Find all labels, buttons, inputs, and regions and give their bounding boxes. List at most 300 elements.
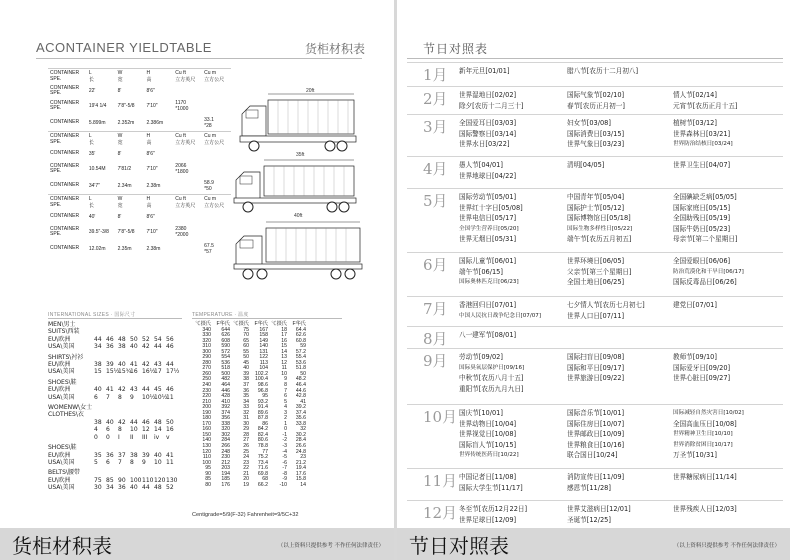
holiday-item: 世界森林日[03/21] [673,129,731,138]
holiday-item: 世界环境日[06/05] [567,257,625,265]
size-group-title: SHOES\鞋 [48,378,77,386]
container-spec-value: Cu ft 立方英尺 [173,132,202,148]
container-spec-value: 22' [88,88,96,94]
temperature-row: 220 428 35 95 6 42.8 [202,393,306,400]
holiday-column [459,256,519,288]
holiday-column [673,90,738,111]
container-spec-value: 19'4 1/4 [88,103,107,109]
container-row [48,224,231,241]
holiday-item: 消防宣传日[11/09] [567,473,625,481]
container-spec-value: 7'10" [146,166,158,172]
holiday-column [673,160,730,171]
holiday-item: 世界邮政日[10/09] [567,430,625,439]
holiday-item: 国际生物多样性日[05/22] [567,225,633,232]
holiday-month-row [407,404,783,468]
holiday-item: 世界糖尿病日[11/14] [673,473,737,481]
container-spec-value: Cu ft 立方英尺 [173,69,202,85]
container-spec-value: 7'81/2 [117,166,132,172]
container-spec-value: 2.386m [146,119,164,126]
holiday-item: 圣诞节[12/25] [567,515,611,524]
container-spec-value: 2.38m [146,182,161,189]
holiday-item: 世界旅游日[09/22] [567,374,625,383]
container-row [48,178,231,195]
left-header-rule [36,58,362,59]
holiday-item: 中秋节[农历八月十五] [459,374,524,383]
container-row [48,98,231,115]
holiday-item: 元宵节[农历正月十五] [673,101,738,110]
holiday-item: 世界红十字日[05/08] [459,203,523,212]
container-spec-value: 35' [88,151,96,157]
container-spec-value: 2.38m [146,246,161,252]
holiday-item: 全国爱眼日[06/06] [673,257,731,265]
holiday-column [459,118,516,150]
temperature-row: 320 608 65 149 16 60.8 [202,337,306,344]
container-spec-value: 8' [117,151,122,157]
temperature-row: 90 194 21 69.8 -8 17.6 [205,470,306,477]
holiday-column [673,408,744,461]
temperature-row: 170 338 30 86 1 33.8 [202,420,306,427]
temperature-row: 95 203 22 71.6 -7 19.4 [205,465,306,472]
size-group-title: BELTS\腰带 [48,469,80,477]
holiday-item: 香港回归日[07/01] [459,301,517,309]
holiday-item: 国际大学生节[11/17] [459,483,523,492]
holiday-item: 母亲节[第二个星期日] [673,235,738,244]
size-row: EU\欧洲 44 46 48 50 52 54 56 [48,335,174,343]
holiday-item: 国际博物馆日[05/18] [567,214,631,223]
month-label: 1月 [423,66,448,84]
temperature-row: 230 446 36 96.8 7 44.6 [202,387,306,394]
month-label: 2月 [423,90,448,108]
intl-sizes-rule [48,318,182,319]
size-group [48,469,178,491]
size-group [48,354,178,376]
container-spec-value: 8'6" [146,214,155,220]
temperature-row: 240 464 37 98.6 8 46.4 [202,382,306,389]
holiday-item: 国际气象节[02/10] [567,91,625,99]
holiday-item: 世界精神卫生日[10/10] [673,431,733,438]
container-spec-value: W 宽 [116,195,145,211]
holiday-month-row [407,252,783,296]
holiday-item: 中国人民抗日战争纪念日[07/07] [459,312,542,319]
holiday-item: 联合国日[10/24] [567,451,618,460]
right-footer-note: （以上资料只提供参考 不作任何法律责任） [673,543,780,549]
temperature-row: 190 374 32 89.6 3 37.4 [202,409,306,416]
holiday-item: 全国助残日[05/19] [673,214,731,223]
size-row: EU\欧洲 40 41 42 43 44 45 46 [48,386,174,394]
temperature-row: 340 644 75 167 18 64.4 [202,326,306,333]
container-spec-label: CONTAINER SPE. [48,69,87,85]
container-spec-label: CONTAINER [50,119,80,125]
container-spec-value: 12.02m [88,246,106,252]
holiday-item: 国际消费日[03/15] [567,129,625,138]
container-spec-value: 8'6" [146,88,155,94]
holiday-item: 教师节[09/10] [673,353,717,361]
temperature-row: 300 572 55 131 14 57.2 [202,348,306,355]
holiday-item: 国庆节[10/01] [459,409,503,417]
container-spec-value: 2.352m [117,119,135,126]
holiday-item: 劳动节[09/02] [459,353,503,361]
size-group-title: WOMENW\女士 CLOTHES\衣 [48,404,93,419]
container-spec-value: 58.9 *50 [204,179,214,192]
holiday-column [673,472,737,483]
temperature-row: 290 554 50 122 13 55.4 [202,354,306,361]
holiday-column [459,192,523,245]
holiday-month-row [407,296,783,326]
left-header-en: ACONTAINER YIELDTABLE [36,40,212,55]
holiday-month-row [407,114,783,156]
container-spec-value: 8'6" [146,151,155,157]
truck-40ft-label: 40ft [294,213,303,219]
holiday-item: 新年元旦[01/01] [459,67,510,75]
container-spec-value: 8' [117,214,122,220]
month-label: 8月 [423,330,448,348]
container-spec-value: 7'10" [146,229,158,235]
holiday-item: 万圣节[10/31] [673,451,717,460]
month-label: 10月 [423,408,458,426]
size-row: EU\欧洲 35 36 37 38 39 40 41 [48,451,174,459]
holiday-item: 愚人节[04/01] [459,161,503,169]
container-spec-value: W 宽 [116,69,145,85]
holiday-item: 感恩节[11/28] [567,483,611,492]
container-spec-value: 7'10" [146,103,158,109]
size-group [48,321,178,351]
truck-35ft-label: 35ft [296,152,305,158]
container-spec-value: 2.34m [117,182,132,189]
container-spec-value: L 长 [87,69,116,85]
container-spec-value: 34'7" [88,182,100,189]
left-header-cn: 货柜材积表 [305,42,366,56]
temperature-row: 280 536 45 113 12 53.6 [202,359,306,366]
truck-40ft-illustration [232,220,364,284]
holiday-item: 世界艾滋病日[12/01] [567,505,631,513]
holiday-item: 建党日[07/01] [673,301,717,309]
temperature-row: 310 590 60 140 15 59 [202,343,306,350]
holiday-item: 国际牛奶日[05/23] [673,224,731,233]
container-spec-value: Cu m 立方公尺 [202,132,231,148]
holiday-item: 世界卫生日[04/07] [673,161,731,169]
month-label: 11月 [423,472,458,490]
size-group [48,379,178,401]
month-label: 7月 [423,300,448,318]
holiday-item: 国际盲人节[10/15] [459,440,517,449]
size-row: USA\美国 34 36 38 40 42 44 46 [48,343,174,351]
container-spec-value: Cu m 立方公尺 [202,195,231,211]
holiday-item: 全国高血压日[10/08] [673,419,737,428]
size-group-title: MEN\男士 SUITS\西装 [48,321,80,336]
holiday-column [459,160,516,181]
holiday-item: 国际爱牙日[09/20] [673,363,731,372]
holiday-column [459,472,523,493]
temperature-row: 160 320 29 84.2 0 32 [202,426,306,433]
holiday-column [567,472,624,493]
temperature-row: 180 356 31 87.8 2 35.6 [202,415,306,422]
size-group-title: SHIRTS\衬衫 [48,353,84,361]
holiday-item: 冬至节[农历12月22日] [459,505,528,513]
container-spec-value: 1170 *1000 [175,100,189,112]
container-row [48,148,231,161]
container-spec-label: CONTAINER SPE. [50,225,80,237]
size-group [48,444,178,466]
holiday-item: 世界防治结核日[03/24] [673,141,733,148]
container-spec-value [202,161,231,178]
holiday-column [567,408,624,461]
container-row [48,195,231,211]
container-spec-value: H 高 [144,132,173,148]
holiday-item: 妇女节[03/08] [567,119,611,127]
container-row [48,211,231,224]
holiday-column [567,160,604,171]
temperature-header-row: ℃摄氏 F华氏 ℃摄氏 F华氏 ℃摄氏 F华氏 [195,321,306,327]
holiday-column [459,408,519,461]
container-row [48,85,231,98]
temperature-row: 270 518 40 104 11 51.8 [202,365,306,372]
size-row: 4 6 8 10 12 14 16 [94,426,174,434]
container-spec-label: CONTAINER [50,213,80,220]
holiday-column [459,352,524,394]
left-footer [0,528,394,560]
temperature-row: 80 176 19 66.2 -10 14 [205,481,306,488]
holiday-item: 国际音乐节[10/01] [567,409,625,417]
holiday-item: 全国学生营养日[05/20] [459,225,519,232]
size-row: EU\欧洲 75 85 90 100110120130 [48,476,178,484]
temperature-rule [192,318,342,319]
holiday-item: 世界残疾人日[12/03] [673,505,737,513]
temperature-row: 120 248 25 77 -4 24.8 [202,448,306,455]
temperature-row: 260 500 39 102.2 10 50 [202,370,306,377]
left-page [0,0,394,560]
holiday-item: 国际警察日[03/14] [459,129,517,138]
container-spec-value: 5.899m [88,119,106,126]
container-spec-value: H 高 [144,69,173,85]
holiday-item: 世界电信日[05/17] [459,214,517,223]
holiday-item: 国际护士节[05/12] [567,203,625,212]
holiday-item: 腊八节[农历十二月初八] [567,67,639,75]
temperature-row: 250 482 38 100.4 9 48.2 [202,376,306,383]
right-footer [397,528,790,560]
holiday-column [567,90,625,111]
holiday-item: 国际奥林匹克日[06/23] [459,279,519,286]
holiday-item: 国际减轻自然灾害日[10/02] [673,410,744,416]
temperature-table [192,322,306,488]
holiday-item: 防治荒漠化和干旱日[06/17] [673,268,744,275]
container-spec-value: 10.54M [88,166,106,172]
size-row: USA\美国 15 15½15¾16 16½17 17½ [48,368,180,376]
holiday-column [673,192,738,245]
size-row: USA\美国 6 7 8 9 10½10½11 [48,393,174,401]
holiday-column [567,66,638,77]
container-spec-value [173,148,202,161]
container-spec-value: L 长 [87,195,116,211]
holiday-item: 情人节[02/14] [673,91,717,99]
truck-35ft-illustration [232,158,358,216]
container-spec-value [202,148,231,161]
holiday-column [673,352,730,384]
holiday-column [567,352,624,384]
container-spec-value: W 宽 [116,132,145,148]
holiday-item: 世界视觉日[10/08] [459,430,517,439]
holiday-column [567,300,645,321]
holiday-month-row [407,62,783,86]
holiday-item: 父亲节[第三个星期日] [567,267,632,276]
temperature-row: 110 230 24 75.2 -5 23 [202,454,306,461]
temperature-row: 130 266 26 78.8 -3 26.6 [202,443,306,450]
holiday-column [567,256,632,288]
container-spec-value: 39.5"-3/8 [88,229,109,235]
container-spec-value [202,224,231,241]
holiday-item: 国际扫盲日[09/08] [567,353,625,361]
holiday-column [459,66,510,77]
month-label: 12月 [423,504,458,522]
size-row: USA\美国 5 6 7 8 9 10 11 [48,458,174,466]
container-spec-label: CONTAINER [50,245,80,252]
holiday-item: 国际劳动节[05/01] [459,193,517,201]
holiday-month-row [407,156,783,188]
container-spec-value [173,85,202,98]
container-spec-value [173,178,202,195]
container-row [48,241,231,258]
container-row [48,115,231,132]
container-spec-value [173,241,202,258]
holiday-item: 端午节[06/15] [459,267,503,276]
holiday-item: 世界粮食日[10/16] [567,440,625,449]
holiday-item: 全国爱耳日[03/03] [459,119,517,127]
holiday-month-row [407,348,783,404]
size-group [48,404,178,441]
container-spec-value: 40' [88,214,96,220]
container-spec-value: H 高 [144,195,173,211]
holiday-item: 世界动物日[10/04] [459,419,517,428]
holiday-item: 世界足球日[12/09] [459,515,517,524]
right-header-cn: 节日对照表 [423,42,489,56]
holiday-column [459,300,541,321]
holiday-item: 清明[04/05] [567,161,605,169]
holiday-item: 除夕[农历十二月三十] [459,101,524,110]
holiday-item: 世界地球日[04/22] [459,171,517,180]
size-row: USA\美国 30 34 36 40 44 48 52 [48,484,174,492]
container-spec-value: Cu ft 立方英尺 [173,195,202,211]
holiday-item: 国际住房日[10/07] [567,419,625,428]
container-table [48,68,231,258]
temperature-row: 85 185 20 68 -9 15.8 [205,476,306,483]
holiday-column [673,256,744,288]
holiday-column [673,300,717,311]
container-spec-value: 2380 *2000 [175,226,189,238]
size-row: 0 0 I II III iv v [94,433,170,441]
holiday-item: 世界人口日[07/11] [567,311,625,320]
container-spec-label: CONTAINER SPE. [50,84,80,96]
container-spec-value: 2066 *1800 [175,163,189,175]
holiday-item: 世界消除贫困日[10/17] [673,441,733,448]
temperature-header: TEMPERATURE · 温度 [192,312,249,318]
holiday-column [567,504,631,525]
international-sizes-table [48,321,178,495]
temperature-row: 140 284 27 80.6 -2 28.4 [202,437,306,444]
left-footer-note: （以上资料只提供参考 不作任何法律责任） [277,543,384,549]
size-group-title: SHOES\鞋 [48,444,77,452]
container-spec-label: CONTAINER SPE. [48,195,87,211]
container-spec-label: CONTAINER SPE. [50,162,80,174]
holiday-column [567,192,632,245]
holiday-item: 七夕情人节[农历七月初七] [567,301,645,309]
month-label: 5月 [423,192,448,210]
container-spec-label: CONTAINER SPE. [48,132,87,148]
intl-sizes-header: INTERNATIONAL SIZES · 国际尺寸 [48,312,136,318]
left-footer-title: 货柜材积表 [12,534,112,558]
temperature-row: 150 302 28 82.4 -1 30.2 [202,431,306,438]
holiday-item: 世界气象日[03/23] [567,140,625,149]
temperature-row: 200 392 33 91.4 4 39.2 [202,404,306,411]
temperature-row: 330 626 70 158 17 62.6 [202,332,306,339]
size-row: 38 40 42 44 46 48 50 [94,418,174,426]
container-spec-label: CONTAINER SPE. [50,99,80,111]
holiday-month-row [407,468,783,500]
container-spec-value: 67.5 *57 [204,243,214,255]
container-spec-value: 33.1 *28 [204,116,214,129]
container-spec-value: 2.35m [117,246,132,252]
holiday-item: 春节[农历正月初一] [567,101,625,110]
month-label: 3月 [423,118,448,136]
holiday-month-row [407,188,783,252]
container-spec-value: 8' [117,88,122,94]
holiday-item: 中国青年节[05/04] [567,193,625,201]
right-page [397,0,790,560]
holiday-column [459,90,524,111]
holiday-item: 重阳节[农历九月九日] [459,384,524,393]
holiday-month-row [407,326,783,348]
container-row [48,69,231,85]
holiday-month-row [407,86,783,114]
container-spec-value: Cu m 立方公尺 [202,69,231,85]
truck-20ft-label: 20ft [306,88,315,94]
right-footer-title: 节日对照表 [409,534,509,558]
holiday-item: 全国土地日[06/25] [567,278,625,287]
holiday-column [459,330,516,341]
holiday-item: 国际和平日[09/17] [567,363,625,372]
holiday-column [567,118,624,150]
container-spec-value: L 长 [87,132,116,148]
holiday-item: 世界湿地日[02/02] [459,91,517,99]
holiday-item: 世界水日[03/22] [459,140,510,149]
month-label: 6月 [423,256,448,274]
container-spec-label: CONTAINER [50,182,80,188]
holiday-item: 世界无烟日[05/31] [459,235,517,244]
container-row [48,161,231,178]
holiday-item: 八一建军节[08/01] [459,331,517,339]
size-row: EU\欧洲 38 39 40 41 42 43 44 [48,361,174,369]
holiday-item: 世界心脏日[09/27] [673,374,731,383]
temperature-formula: Centigrade=5/9(F-32) Fahrenheit=9/5C+32 [192,512,299,518]
holiday-item: 全国碘缺乏病[05/05] [673,193,737,201]
holiday-item: 国际儿童节[06/01] [459,257,517,265]
month-label: 9月 [423,352,448,370]
container-row [48,132,231,148]
holiday-item: 植树节[03/12] [673,119,717,127]
holiday-item: 国际家庭日[05/15] [673,203,731,212]
temperature-row: 210 410 34 93.2 5 41 [202,398,306,405]
holiday-item: 国际臭氧层保护日[09/16] [459,364,525,371]
holiday-item: 中国记者日[11/08] [459,473,517,481]
holiday-column [673,504,737,515]
container-spec-value: 7'8"-5/8 [117,103,135,109]
container-spec-value [202,211,231,224]
container-spec-label: CONTAINER [50,150,80,157]
container-spec-value: 7'8"-5/8 [117,229,135,235]
holiday-month-row [407,500,783,530]
container-spec-value [202,85,231,98]
container-spec-value [202,98,231,115]
holiday-item: 国际反毒品日[06/26] [673,278,737,287]
holiday-column [673,118,733,150]
